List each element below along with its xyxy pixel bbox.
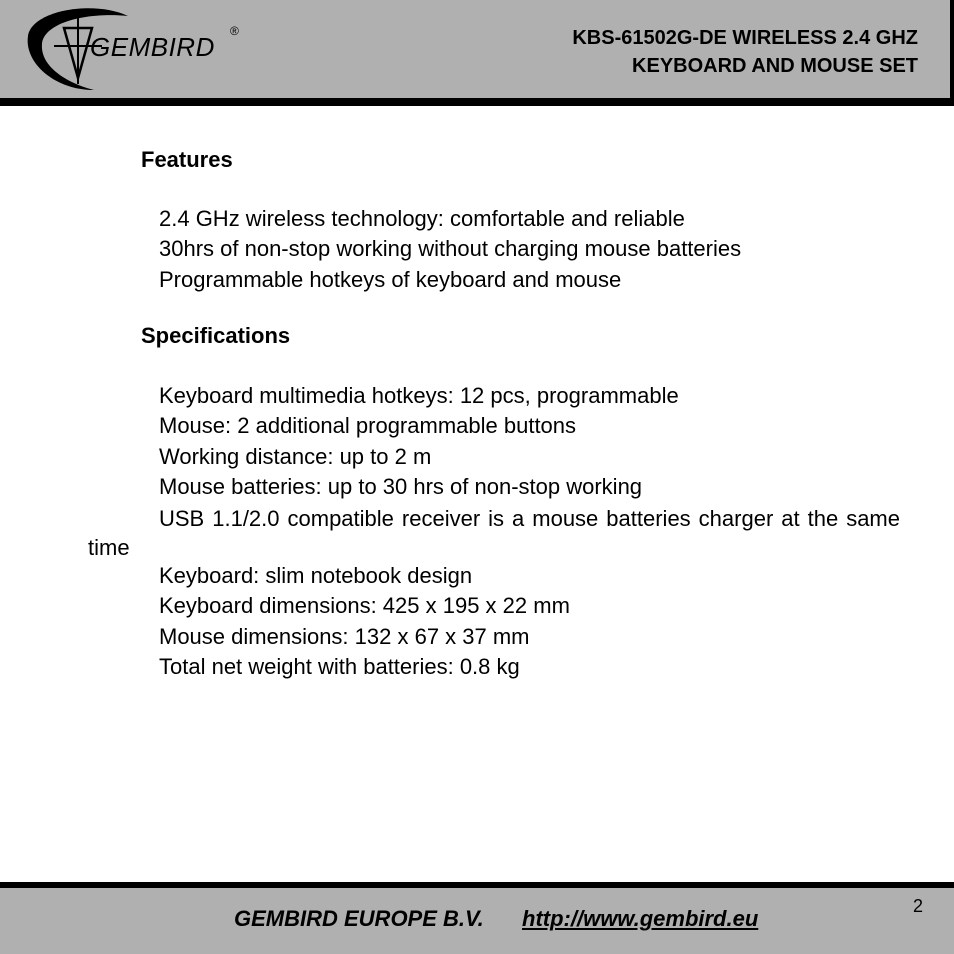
- page-header: [0, 0, 954, 106]
- document-title: [572, 24, 918, 80]
- spec-item: Mouse dimensions: 132 x 67 x 37 mm: [159, 624, 530, 649]
- header-right-rule: [950, 0, 954, 106]
- footer-top-rule: [0, 882, 954, 888]
- spec-item: Total net weight with batteries: 0.8 kg: [159, 654, 520, 679]
- header-bottom-rule: [0, 98, 954, 106]
- footer-company-name: GEMBIRD EUROPE B.V.: [234, 906, 484, 931]
- feature-item: 2.4 GHz wireless technology: comfortable and reliable: [159, 206, 685, 231]
- page-footer: [0, 882, 954, 954]
- registered-mark: ®: [230, 24, 239, 38]
- features-heading: Features: [141, 147, 233, 172]
- spec-item: Keyboard: slim notebook design: [159, 563, 473, 588]
- gembird-logo: [24, 6, 254, 92]
- spec-item: Mouse: 2 additional programmable buttons: [159, 413, 577, 438]
- document-title-line-2: KEYBOARD AND MOUSE SET: [632, 55, 918, 77]
- spec-item: Keyboard multimedia hotkeys: 12 pcs, programmable: [159, 383, 679, 408]
- document-title-line-1: KBS-61502G-DE WIRELESS 2.4 GHZ: [572, 27, 918, 49]
- logo-wordmark: GEMBIRD: [90, 32, 215, 62]
- spec-item: Keyboard dimensions: 425 x 195 x 22 mm: [159, 593, 570, 618]
- specifications-heading: Specifications: [141, 323, 291, 348]
- spec-item: USB 1.1/2.0 compatible receiver is a mouse batteries charger at the same time: [88, 506, 900, 560]
- spec-item: Mouse batteries: up to 30 hrs of non-stop working: [159, 474, 643, 499]
- spec-item: Working distance: up to 2 m: [159, 444, 432, 469]
- footer-website-link[interactable]: http://www.gembird.eu: [522, 906, 759, 931]
- feature-item: 30hrs of non-stop working without charging mouse batteries: [159, 236, 742, 261]
- page-number: 2: [913, 896, 924, 916]
- feature-item: Programmable hotkeys of keyboard and mouse: [159, 267, 622, 292]
